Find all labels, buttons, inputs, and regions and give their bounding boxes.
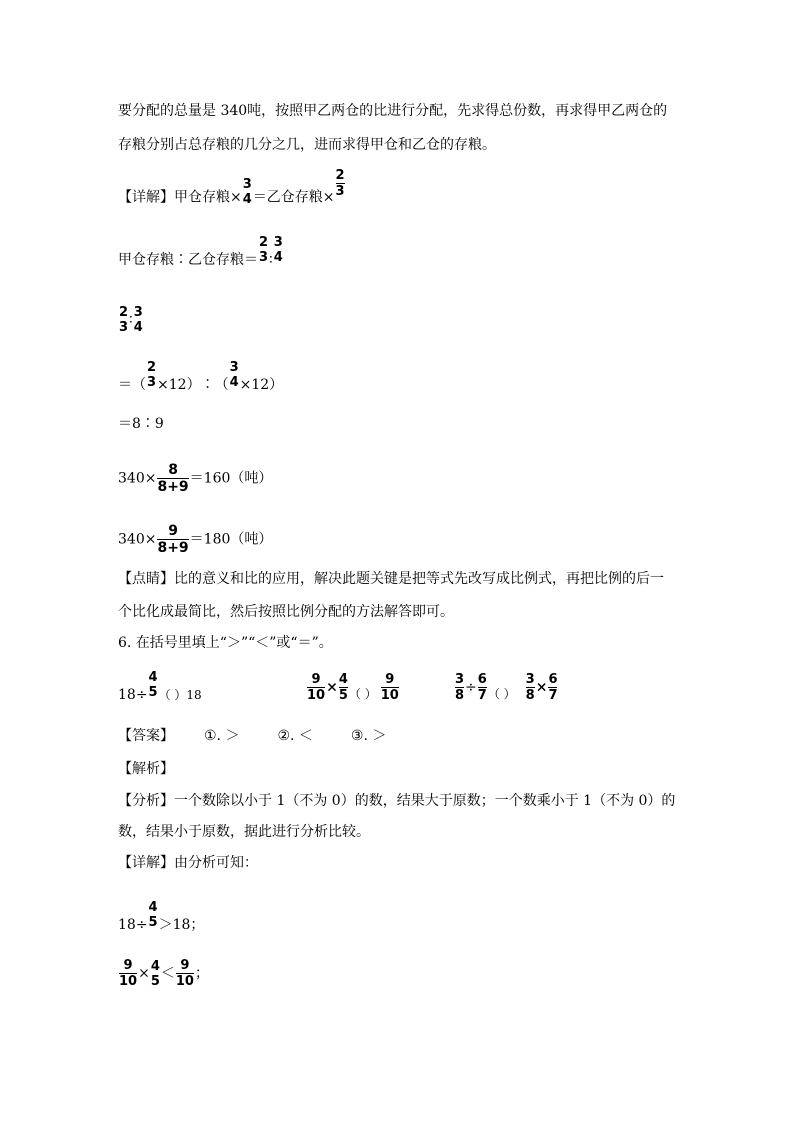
- step-tail: ×12）: [239, 377, 284, 393]
- analysis-line-2: 数，结果小于原数，据此进行分析比较。: [118, 824, 370, 840]
- question-6-title: 6. 在括号里填上“＞”“＜”或“＝”。: [118, 635, 333, 651]
- calc-tail: ＝160（吨）: [189, 470, 273, 487]
- answer-tag: 【答案】: [118, 728, 174, 744]
- analysis-line-1: [118, 791, 675, 811]
- note-tag: 【点睛】: [118, 571, 174, 587]
- ratio-sep: ∶: [269, 252, 273, 268]
- result-1: 18÷ 4 5 ＞18；: [118, 900, 205, 933]
- fraction: 4 5: [148, 900, 158, 930]
- fraction: 3 4: [133, 305, 143, 335]
- fraction: $\frac{6}{7}$: [477, 672, 487, 703]
- fraction: 3 4: [229, 360, 239, 390]
- detail-text-a: 甲仓存粮×: [174, 189, 242, 206]
- detail-2: [118, 853, 258, 873]
- detail-text: 由分析可知：: [174, 855, 258, 871]
- result-2: $\frac{9}{10}$ × 4 5 ＜ $\frac{9}{10}$ ；: [119, 958, 209, 989]
- fraction: 4 5: [148, 670, 158, 700]
- intro-line-1: 要分配的总量是 340吨，按照甲乙两仓的比进行分配，先求得总份数，再求得甲乙两仓的: [118, 103, 668, 119]
- ratio-line: [118, 235, 284, 275]
- fraction: 3 4: [273, 235, 283, 265]
- analysis-text: 一个数除以小于 1（不为 0）的数，结果大于原数；一个数乘小于 1（不为 0）的: [174, 793, 676, 809]
- detail-tag: 【详解】: [118, 189, 174, 206]
- calc-tail: ＝180（吨）: [189, 531, 273, 548]
- ratio-text: 甲仓存粮∶乙仓存粮＝: [118, 252, 258, 268]
- fraction: $\frac{9}{10}$: [380, 672, 399, 703]
- fraction: 3 4: [242, 177, 252, 207]
- calc-line-2: [118, 523, 272, 556]
- answer-item: ②. ＜: [277, 728, 313, 744]
- fraction: $\frac{9}{10}$: [119, 958, 138, 989]
- fraction: 2 3: [119, 305, 129, 335]
- detail-text-b: ＝乙仓存粮×: [252, 189, 335, 206]
- q6-item-1: 18÷ 4 5 （ ）18: [118, 670, 202, 703]
- ratio-alone: [118, 305, 144, 335]
- fraction: $\frac{8}{8+9}$: [157, 462, 189, 495]
- fraction: 2 3: [259, 235, 269, 265]
- ratio-sep: ∶: [129, 312, 133, 328]
- note-text: 比的意义和比的应用，解决此题关键是把等式先改写成比例式，再把比例的后一: [174, 571, 664, 587]
- calc-lead: 340×: [118, 470, 157, 487]
- fraction: 2 3: [147, 360, 157, 390]
- fraction: $\frac{6}{7}$: [548, 672, 558, 703]
- answer-item: ③. ＞: [350, 728, 387, 744]
- step-multiply: [118, 360, 284, 400]
- step-mid: ×12）∶（: [157, 377, 229, 393]
- result-ratio: ＝8∶9: [118, 416, 164, 432]
- fraction: $\frac{9}{10}$: [307, 672, 326, 703]
- fraction: $\frac{2}{3}$: [335, 168, 345, 199]
- note-line-2: 个比化成最简比，然后按照比例分配的方法解答即可。: [118, 604, 454, 620]
- analysis-tag: 【解析】: [118, 761, 174, 777]
- fraction: $\frac{4}{5}$: [338, 672, 348, 703]
- answer-line: [118, 726, 386, 746]
- detail-tag: 【详解】: [118, 855, 174, 871]
- note-line-1: [118, 569, 664, 589]
- calc-line-1: [118, 462, 272, 495]
- fraction: $\frac{9}{8+9}$: [157, 523, 189, 556]
- fraction: 4 5: [150, 958, 160, 989]
- fraction: $\frac{9}{10}$: [175, 958, 194, 989]
- fraction: $\frac{3}{8}$: [455, 672, 465, 703]
- analysis-sub-tag: 【分析】: [118, 793, 174, 809]
- step-lead: ＝（: [118, 377, 146, 393]
- q6-item-2: $\frac{9}{10}$ × $\frac{4}{5}$ （ ） $\frac{9}{10}$: [307, 672, 399, 703]
- intro-line-2: 存粮分别占总存粮的几分之几，进而求得甲仓和乙仓的存粮。: [118, 137, 496, 153]
- detail-equation: [118, 168, 346, 213]
- fraction: $\frac{3}{8}$: [525, 672, 535, 703]
- q6-item-3: $\frac{3}{8}$ ÷ $\frac{6}{7}$ （ ） $\frac{3}{8}$ × $\frac{6}{7}$: [455, 672, 558, 703]
- calc-lead: 340×: [118, 531, 157, 548]
- answer-item: ①. ＞: [204, 728, 240, 744]
